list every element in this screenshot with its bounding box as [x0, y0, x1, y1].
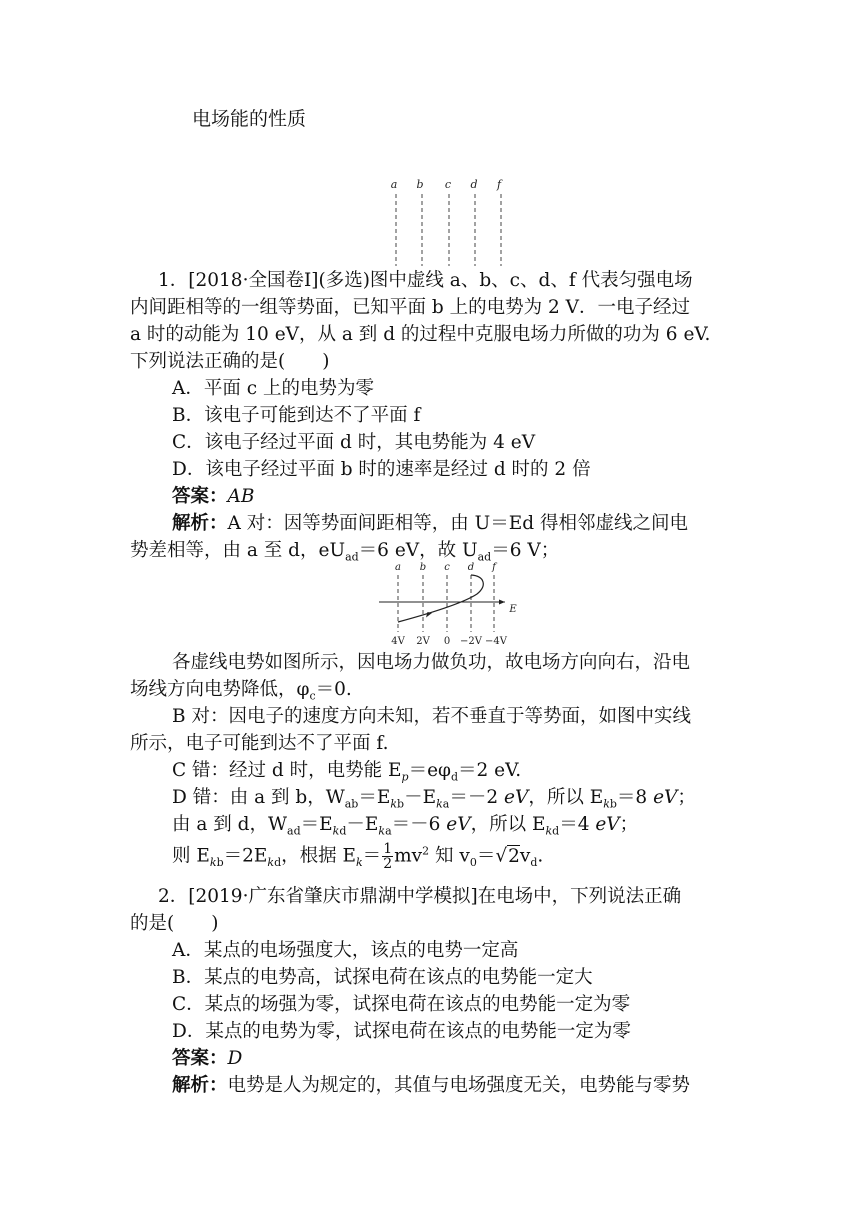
fig2-label-a: a [395, 562, 401, 573]
d-analysis-end: 知 v [435, 845, 470, 867]
q1-stem-4: 下列说法正确的是( ) [130, 351, 330, 372]
d-analysis-text-3: 则 E [172, 845, 210, 867]
q2-option-b: B．某点的电势高，试探电荷在该点的电势能一定大 [172, 967, 593, 988]
answer-value-2: D [227, 1048, 243, 1069]
q1-b-analysis-1: B 对：因电子的速度方向未知，若不垂直于等势面，如图中实线 [172, 706, 691, 727]
fig2-potential-d: −2V [460, 636, 482, 647]
answer-label: 答案： [172, 486, 228, 507]
page-title: 电场能的性质 [192, 108, 307, 130]
q2-stem-1: 2．[2019·广东省肇庆市鼎湖中学模拟]在电场中，下列说法正确 [158, 886, 682, 907]
c-analysis-end: ＝2 eV. [458, 760, 522, 781]
q2-option-c: C．某点的场强为零，试探电荷在该点的电势能一定为零 [172, 994, 631, 1015]
answer-value: AB [227, 486, 255, 507]
fig2-label-d: d [467, 562, 475, 573]
fig1-label-a: a [390, 178, 398, 191]
fig1-label-f: f [496, 178, 502, 191]
trajectory-arrow-icon [426, 612, 432, 618]
q1-stem-1: 1．[2018·全国卷Ⅰ](多选)图中虚线 a、b、c、d、f 代表匀强电场 [158, 270, 693, 291]
after-fig-text: 场线方向电势降低，φ [130, 679, 310, 700]
fraction-one-half: $\frac{1}{2}$ [383, 841, 393, 872]
fig2-potential-b: 2V [416, 636, 430, 647]
sub-c: c [309, 689, 316, 703]
q1-stem-3: a 时的动能为 10 eV，从 a 到 d 的过程中克服电场力所做的功为 6 eV. [130, 324, 711, 345]
fig2-potential-c: 0 [443, 636, 451, 647]
sub-ad: ad [345, 550, 359, 564]
q2-option-a: A．某点的电场强度大，该点的电势一定高 [172, 940, 519, 961]
q1-option-c: C．该电子经过平面 d 时，其电势能为 4 eV [172, 432, 536, 453]
q1-after-figure-1: 各虚线电势如图所示，因电场力做负功，故电场方向向右，沿电 [172, 652, 691, 673]
analysis-text-2a: 势差相等，由 a 至 d，eU [130, 540, 346, 561]
d-analysis-text-2: 由 a 到 d，W [172, 814, 288, 835]
q1-b-analysis-2: 所示，电子可能到达不了平面 f. [130, 733, 389, 754]
fig2-potential-f: −4V [485, 636, 507, 647]
analysis-label-2: 解析： [172, 1075, 228, 1096]
analysis-text-q2: 电势是人为规定的，其值与电场强度无关，电势能与零势 [227, 1075, 691, 1096]
arrow-head-icon [499, 600, 505, 605]
c-analysis-mid: ＝eφ [408, 760, 451, 781]
q1-stem-2: 内间距相等的一组等势面，已知平面 b 上的电势为 2 V．一电子经过 [130, 297, 690, 318]
fig2-label-f: f [492, 562, 496, 573]
sub-ad-2: ad [477, 550, 492, 564]
q2-analysis [172, 1073, 772, 1099]
answer-label-2: 答案： [172, 1048, 228, 1069]
q1-answer [172, 484, 772, 510]
q1-option-d: D．该电子经过平面 b 时的速率是经过 d 时的 2 倍 [172, 459, 591, 480]
q2-answer [172, 1046, 772, 1072]
q1-d-analysis-1: D 错：由 a 到 b，$W_{ab}=E_{kb}-E_{ka}=-2$ eV，所以 $E_{kb}=8$ eV； [172, 787, 696, 811]
electron-trajectory [398, 575, 483, 622]
analysis-text: A 对：因等势面间距相等，由 U＝Ed 得相邻虚线之间电 [227, 513, 688, 534]
after-fig-end: ＝0. [315, 679, 352, 700]
q1-d-analysis-2: 由 a 到 d，$W_{ad}=E_{kd}-E_{ka}=-6$ eV，所以 $E_{kd}=4$ eV； [172, 814, 639, 838]
fig2-axis-label: E [509, 604, 517, 615]
q1-option-a: A．平面 c 上的电势为零 [172, 378, 374, 399]
analysis-text-2b: ＝6 eV，故 U [358, 540, 478, 561]
c-analysis-text: C 错：经过 d 时，电势能 E [172, 760, 402, 781]
fig1-label-c: c [444, 178, 452, 191]
q2-stem-2: 的是( ) [130, 913, 219, 934]
fig1-label-b: b [416, 178, 424, 191]
d-analysis-final: v [519, 845, 531, 867]
q1-analysis-1 [172, 511, 772, 537]
sub-d: d [450, 770, 459, 784]
fig2-label-b: b [419, 562, 427, 573]
q2-option-d: D．某点的电势为零，试探电荷在该点的电势能一定为零 [172, 1021, 631, 1042]
fig2-label-c: c [444, 562, 450, 573]
fig1-label-d: d [470, 178, 478, 191]
d-analysis-mid: ，根据 E [281, 845, 356, 867]
analysis-text-2c: ＝6 V； [491, 540, 560, 561]
q1-d-analysis-3: 则 $E_{kb}=2E_{kd}$，根据 $E_k=$ $\frac{1}{2}$ $mv^2$ 知 $v_0=√2v_d$. [172, 841, 544, 872]
equipotential-figure-1 [385, 176, 515, 268]
d-analysis-text: D 错：由 a 到 b，W [172, 787, 345, 808]
sub-p: p [401, 770, 409, 784]
q1-option-b: B．该电子可能到达不了平面 f [172, 405, 421, 426]
potential-figure-2 [375, 560, 525, 648]
fig2-potential-a: 4V [391, 636, 405, 647]
analysis-label: 解析： [172, 513, 228, 534]
q1-c-analysis [172, 758, 772, 784]
q1-after-figure-2 [130, 677, 730, 703]
